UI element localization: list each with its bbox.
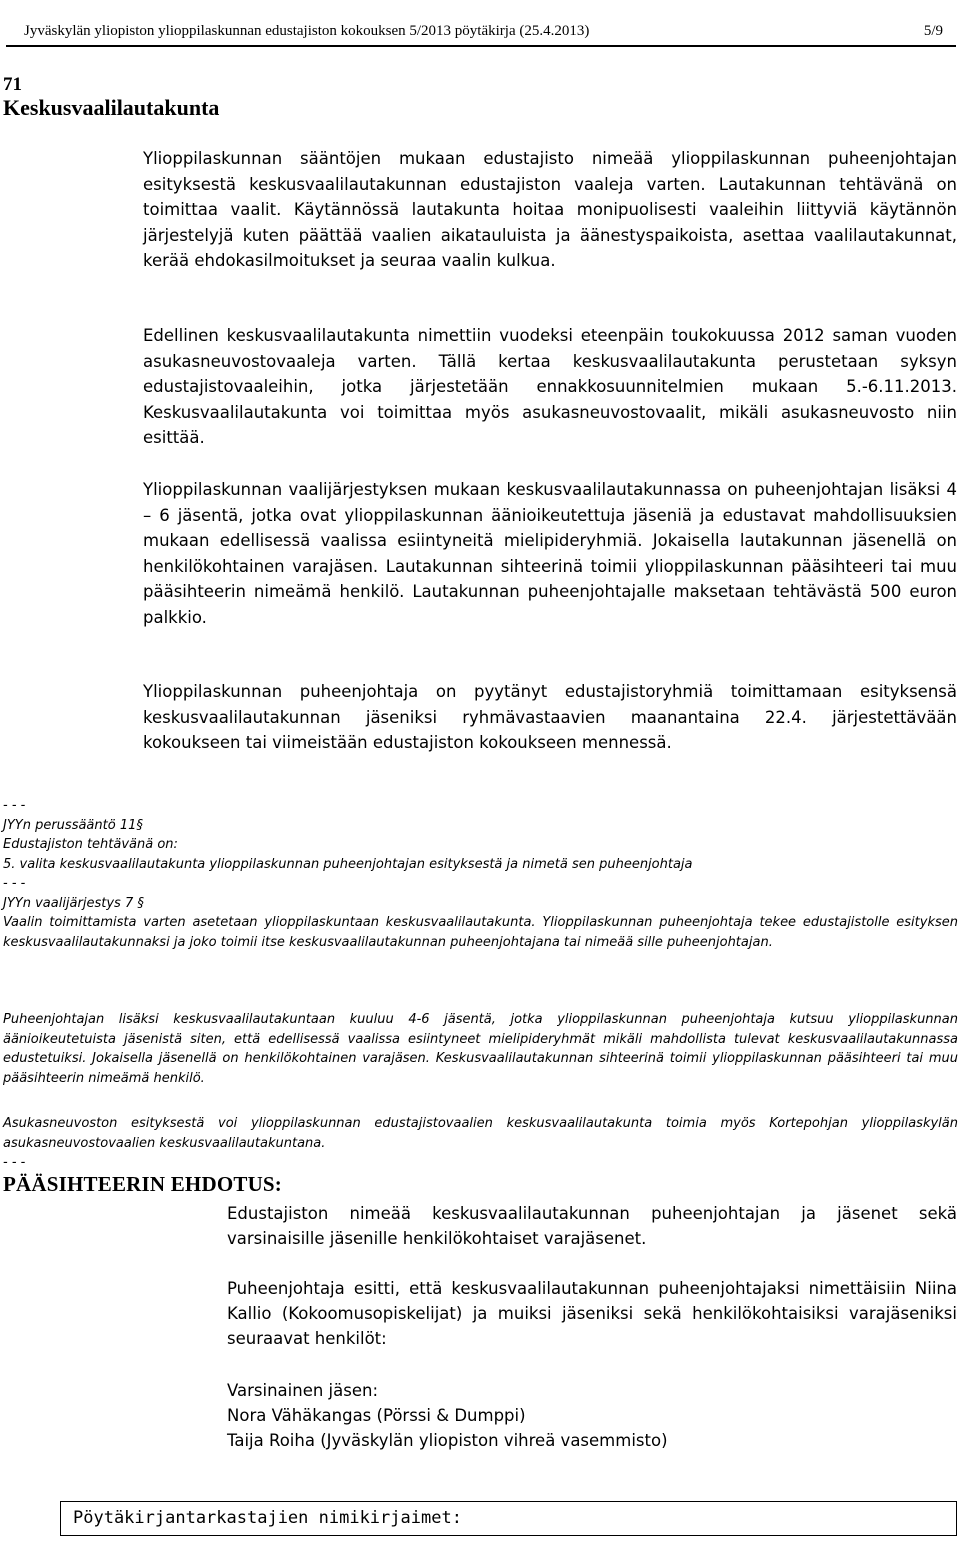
member-item: Nora Vähäkangas (Pörssi & Dumppi) bbox=[227, 1406, 526, 1425]
proposal-paragraph: Edustajiston nimeää keskusvaalilautakunnan puheenjohtajan ja jäsenet sekä varsinaisille jäsenille henkilökohtaiset varajäsenet. bbox=[227, 1204, 957, 1248]
body-paragraph: Ylioppilaskunnan vaalijärjestyksen mukaan keskusvaalilautakunnassa on puheenjohtajan lisäksi 4 – 6 jäsentä, jotka ovat ylioppilaskunnan äänioikeutettuja jäseniä ja edustavat mahdollisuuksien mukaan edellisessä vaalissa esiintyneitä mielipideryhmiä. Jokaisella lautakunnan jäsenellä on henkilökohtainen varajäsen. Lautakunnan sihteerinä toimii ylioppilaskunnan pääsihteeri tai muu pääsihteerin nimeämä henkilö. Lautakunnan puheenjohtajalle maksetaan tehtävästä 500 euron palkkio. bbox=[143, 480, 957, 627]
body-paragraph: Edellinen keskusvaalilautakunta nimettiin vuodeksi eteenpäin toukokuussa 2012 saman vuoden asukasneuvostovaaleja varten. Tällä kertaa keskusvaalilautakunta perustetaan syksyn edustajistovaaleihin, jotka järjestetään ennakkosuunnitelmien mukaan 5.-6.11.2013. Keskusvaalilautakunta voi toimittaa myös asukasneuvostovaalit, mikäli asukasneuvosto niin esittää. bbox=[143, 326, 957, 447]
member-list bbox=[227, 1378, 668, 1453]
proposal-paragraph: Puheenjohtaja esitti, että keskusvaalilautakunnan puheenjohtajaksi nimettäisiin Niina Kallio (Kokoomusopiskelijat) ja muiksi jäseniksi sekä henkilökohtaisiksi varajäseniksi seuraavat henkilöt: bbox=[227, 1279, 957, 1348]
separator: - - - bbox=[3, 876, 26, 891]
body-paragraph: Ylioppilaskunnan puheenjohtaja on pyytänyt edustajistoryhmiä toimittamaan esityksensä keskusvaalilautakunnan jäseniksi ryhmävastaavien maanantaina 22.4. järjestettävään kokoukseen tai viimeistään edustajiston kokoukseen mennessä. bbox=[143, 682, 957, 752]
member-item: Taija Roiha (Jyväskylän yliopiston vihreä vasemmisto) bbox=[227, 1431, 668, 1450]
page-number: 5/9 bbox=[923, 23, 943, 39]
rules-notes bbox=[3, 1114, 958, 1173]
proposal-heading: PÄÄSIHTEERIN EHDOTUS: bbox=[3, 1172, 283, 1196]
signature-label: Pöytäkirjantarkastajien nimikirjaimet: bbox=[73, 1508, 462, 1528]
section-number: 71 bbox=[3, 74, 22, 95]
rules-notes bbox=[3, 1010, 958, 1088]
rules-notes bbox=[3, 796, 958, 952]
signature-box bbox=[60, 1501, 957, 1536]
separator: - - - bbox=[3, 798, 26, 813]
rule-text: Asukasneuvoston esityksestä voi ylioppilaskunnan edustajistovaalien keskusvaalilautakunta toimia myös Kortepohjan ylioppilaskylän asukasneuvostovaalien keskusvaalilautakuntana. bbox=[3, 1116, 958, 1151]
separator: - - - bbox=[3, 1155, 26, 1170]
body-paragraph: Ylioppilaskunnan sääntöjen mukaan edustajisto nimeää ylioppilaskunnan puheenjohtajan esityksestä keskusvaalilautakunnan edustajiston vaaleja varten. Lautakunnan tehtävänä on toimittaa vaalit. Käytännössä lautakunta hoitaa monipuolisesti vaaleihin liittyviä käytännön järjestelyjä kuten päättää vaalien aikatauluista ja äänestyspaikoista, asettaa vaalilautakunnat, kerää ehdokasilmoitukset ja seuraa vaalin kulkua. bbox=[143, 149, 957, 270]
rule-text: 5. valita keskusvaalilautakunta ylioppilaskunnan puheenjohtajan esityksestä ja nimetä sen puheenjohtaja bbox=[3, 856, 693, 872]
page-header bbox=[6, 18, 956, 47]
document-title: Jyväskylän yliopiston ylioppilaskunnan edustajiston kokouksen 5/2013 pöytäkirja (25.4.2013) bbox=[24, 23, 590, 39]
rule-text: Puheenjohtajan lisäksi keskusvaalilautakuntaan kuuluu 4-6 jäsentä, jotka ylioppilaskunnan puheenjohtaja kutsuu ylioppilaskunnan äänioikeutetuista jäsenistä siten, että edellisessä vaalissa esiintyneet mielipideryhmät mikäli mahdollista tulevat keskusvaalilautakunnassa edustetuiksi. Jokaisella jäsenellä on henkilökohtainen varajäsen. Keskusvaalilautakunnan sihteerinä toimii ylioppilaskunnan pääsihteeri tai muu pääsihteerin nimeämä henkilö. bbox=[3, 1012, 958, 1086]
rule-title: JYYn vaalijärjestys 7 § bbox=[3, 895, 144, 911]
rule-title: JYYn perussääntö 11§ bbox=[3, 817, 143, 833]
rule-text: Vaalin toimittamista varten asetetaan ylioppilaskuntaan keskusvaalilautakunta. Ylioppilaskunnan puheenjohtaja tekee edustajistolle esityksen keskusvaalilautakunnaksi ja joko toimii itse keskusvaalilautakunnan puheenjohtajana tai nimeää sille puheenjohtajan. bbox=[3, 915, 958, 950]
section-title: Keskusvaalilautakunta bbox=[3, 95, 220, 120]
rule-subtitle: Edustajiston tehtävänä on: bbox=[3, 837, 178, 852]
member-list-label: Varsinainen jäsen: bbox=[227, 1381, 379, 1400]
